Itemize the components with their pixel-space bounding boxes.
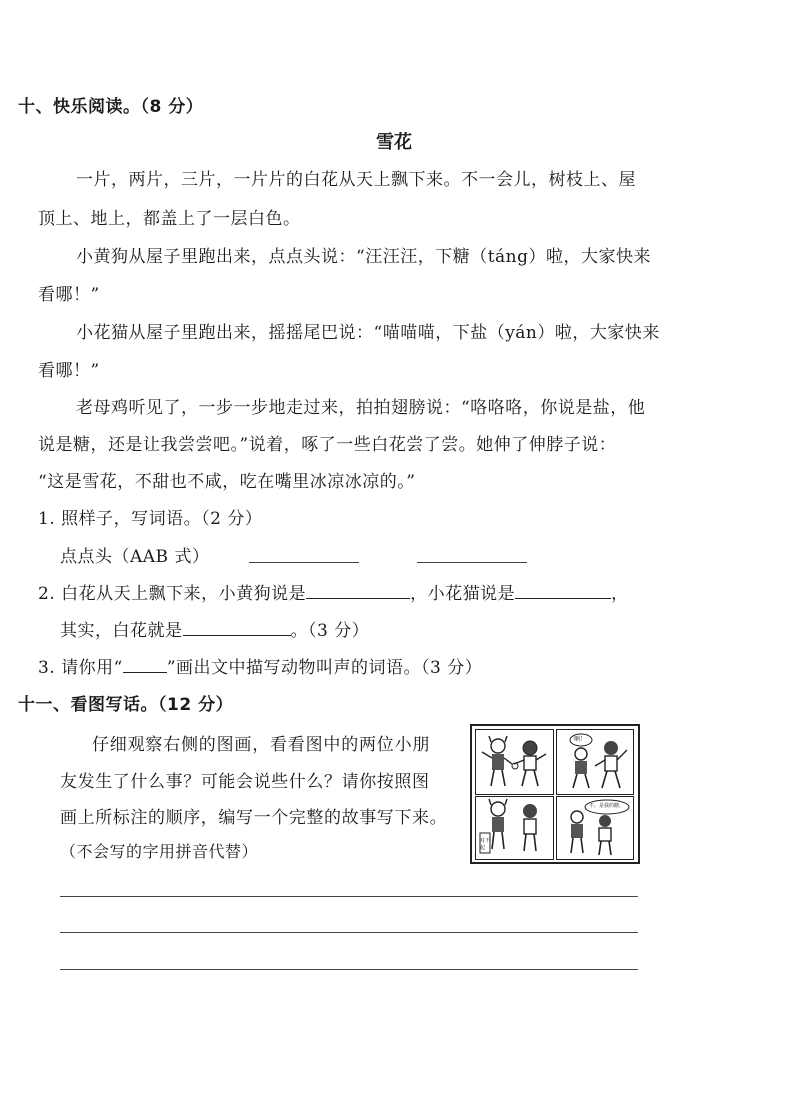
underline-sample — [123, 660, 167, 673]
passage-line: 小黄狗从屋子里跑出来，点点头说：“汪汪汪，下糖（táng）啦，大家快来 — [76, 247, 651, 267]
comic-panel-4 — [556, 796, 634, 860]
comic-strip-image — [470, 724, 640, 864]
instruction-line: 友发生了什么事？可能会说些什么？请你按照图 — [60, 772, 430, 792]
answer-blank[interactable] — [306, 580, 410, 599]
question-2-text: 。（3 分） — [290, 621, 370, 641]
passage-line: “这是雪花，不甜也不咸，吃在嘴里冰凉冰凉的。” — [38, 472, 416, 492]
passage-line: 小花猫从屋子里跑出来，摇摇尾巴说：“喵喵喵，下盐（yán）啦，大家快来 — [76, 323, 660, 343]
comic-panel-2 — [556, 729, 634, 795]
instruction-line: （不会写的字用拼音代替） — [60, 842, 259, 861]
question-1: 1. 照样子，写词语。（2 分） — [38, 509, 263, 529]
comic-panel-1 — [475, 729, 554, 795]
question-2-text: ，小花猫说是 — [410, 584, 516, 604]
passage-line: 说是糖，还是让我尝尝吧。”说着，啄了一些白花尝了尝。她伸了伸脖子说： — [38, 435, 617, 455]
speech-bubble-text: 啊！ — [574, 736, 587, 743]
answer-blank[interactable] — [417, 562, 527, 563]
answer-blank[interactable] — [183, 617, 291, 636]
sign-text: 对不起 — [480, 838, 491, 851]
instruction-line: 画上所标注的顺序，编写一个完整的故事写下来。 — [60, 808, 448, 828]
question-2-text: ， — [611, 584, 629, 604]
passage-line: 顶上、地上，都盖上了一层白色。 — [38, 209, 301, 229]
passage-line: 老母鸡听见了，一步一步地走过来，拍拍翅膀说：“咯咯咯，你说是盐，他 — [76, 398, 646, 418]
answer-blank[interactable] — [249, 562, 359, 563]
question-2-text: 2. 白花从天上飘下来，小黄狗说是 — [38, 584, 307, 604]
passage-line: 看哪！” — [38, 361, 100, 381]
passage-line: 看哪！” — [38, 285, 100, 305]
question-3-text: 3. 请你用“ — [38, 658, 123, 678]
question-2-text: 其实，白花就是 — [60, 621, 183, 641]
answer-blank[interactable] — [515, 580, 611, 599]
question-2-line-2 — [60, 616, 369, 641]
writing-line[interactable] — [60, 896, 638, 897]
question-3-text: ”画出文中描写动物叫声的词语。（3 分） — [166, 658, 483, 678]
passage-line: 一片，两片，三片，一片片的白花从天上飘下来。不一会儿，树枝上、屋 — [76, 170, 636, 190]
question-1-example: 点点头（AAB 式） — [60, 547, 210, 567]
question-2-line-1 — [38, 579, 629, 604]
writing-line[interactable] — [60, 969, 638, 970]
speech-bubble-text: 不，是我的糖。 — [589, 803, 625, 809]
section-11-heading: 十一、看图写话。（12 分） — [18, 695, 234, 715]
instruction-line: 仔细观察右侧的图画，看看图中的两位小朋 — [92, 735, 431, 755]
writing-line[interactable] — [60, 932, 638, 933]
comic-panel-3 — [475, 796, 554, 860]
children-illustration — [557, 730, 633, 794]
section-10-heading: 十、快乐阅读。（8 分） — [18, 97, 204, 117]
children-illustration — [476, 730, 553, 794]
question-3 — [38, 653, 482, 678]
passage-title: 雪花 — [376, 132, 412, 153]
